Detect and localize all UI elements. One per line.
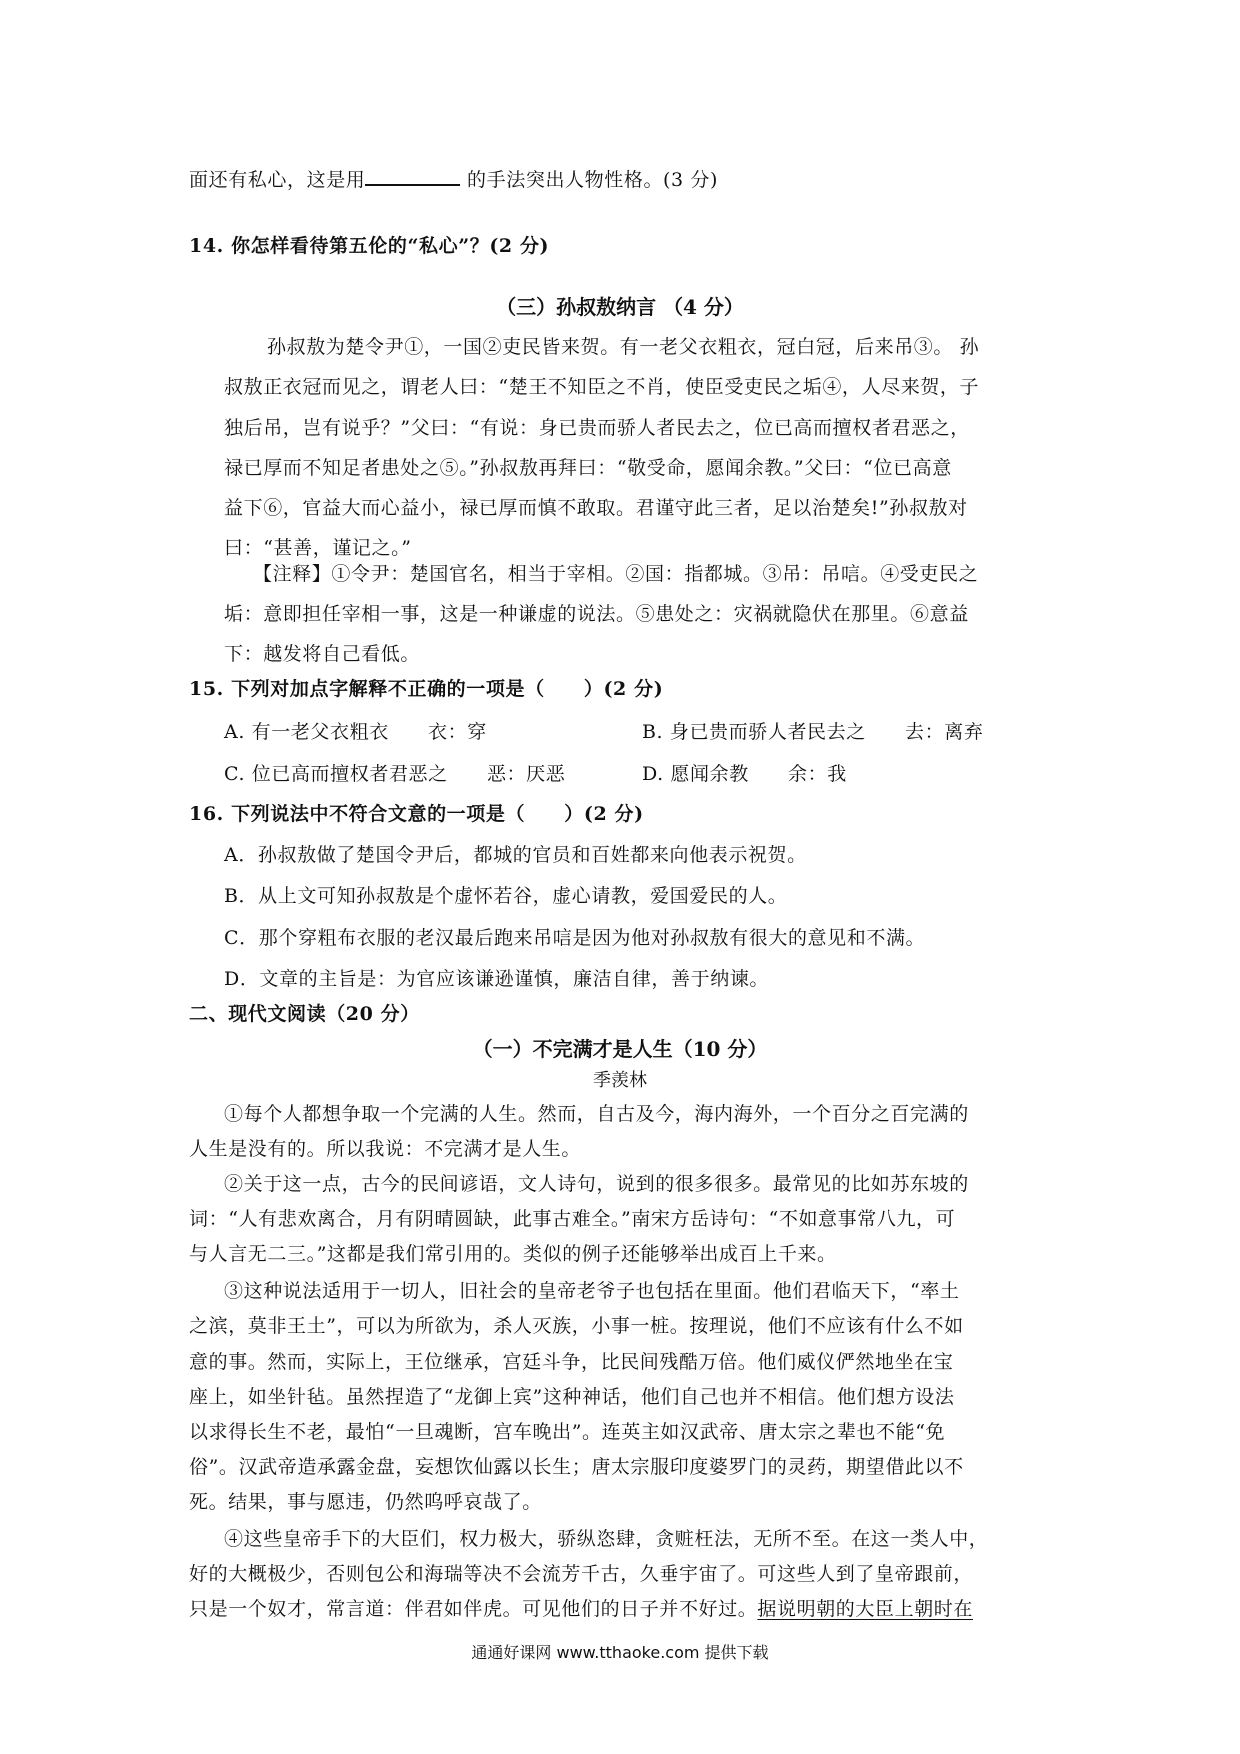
article-line: 好的大概极少，否则包公和海瑞等决不会流芳千古，久垂宇宙了。可这些人到了皇帝跟前， <box>189 1563 974 1585</box>
answer-blank[interactable] <box>365 164 460 186</box>
option-b[interactable]: B．从上文可知孙叔敖是个虚怀若谷，虚心请教，爱国爱民的人。 <box>224 885 788 907</box>
article-line: ②关于这一点，古今的民间谚语，文人诗句，说到的很多很多。最常见的比如苏东坡的 <box>224 1173 969 1195</box>
page-footer: 通通好课网 www.tthaoke.com 提供下载 <box>471 1643 769 1662</box>
article-line: 之滨，莫非王土”，可以为所欲为，杀人灭族，小事一桩。按理说，他们不应该有什么不如 <box>189 1315 964 1337</box>
option-a[interactable]: A．孙叔敖做了楚国令尹后，都城的官员和百姓都来向他表示祝贺。 <box>224 844 807 866</box>
article-line: 座上，如坐针毡。虽然捏造了“龙御上宾”这种神话，他们自己也并不相信。他们想方设法 <box>189 1386 955 1408</box>
option-d[interactable]: D. 愿闻余教 余：我 <box>642 763 847 785</box>
question-14: 14. 你怎样看待第五伦的“私心”？(2 分) <box>189 235 550 257</box>
note-line: 垢：意即担任宰相一事，这是一种谦虚的说法。⑤患处之：灾祸就隐伏在那里。⑥意益 <box>224 603 969 625</box>
article-line: ③这种说法适用于一切人，旧社会的皇帝老爷子也包括在里面。他们君临天下，“率土 <box>224 1280 960 1302</box>
passage-line: 孙叔敖为楚令尹①，一国②吏民皆来贺。有一老父衣粗衣，冠白冠，后来吊③。 孙 <box>267 336 980 358</box>
article-line: 只是一个奴才，常言道：伴君如伴虎。可见他们的日子并不好过。据说明朝的大臣上朝时在 <box>189 1598 974 1620</box>
question-15: 15. 下列对加点字解释不正确的一项是（ ）(2 分) <box>189 678 664 700</box>
passage-line: 益下⑥，官益大而心益小，禄已厚而慎不敢取。君谨守此三者，足以治楚矣!”孙叔敖对 <box>224 497 968 519</box>
note-line: 【注释】①令尹：楚国官名，相当于宰相。②国：指都城。③吊：吊唁。④受吏民之 <box>253 563 979 585</box>
text-line: 面还有私心，这是用 的手法突出人物性格。(3 分) <box>189 164 718 193</box>
article-line: 与人言无二三。”这都是我们常引用的。类似的例子还能够举出成百上千来。 <box>189 1243 837 1265</box>
question-16: 16. 下列说法中不符合文意的一项是（ ）(2 分) <box>189 803 644 825</box>
note-line: 下：越发将自己看低。 <box>224 643 421 665</box>
article-line: 俗”。汉武帝造承露金盘，妄想饮仙露以长生；唐太宗服印度婆罗门的灵药，期望借此以不 <box>189 1456 964 1478</box>
passage-line: 曰：“甚善，谨记之。” <box>224 537 412 559</box>
article-line: 死。结果，事与愿违，仍然呜呼哀哉了。 <box>189 1491 542 1513</box>
article-line: 人生是没有的。所以我说：不完满才是人生。 <box>189 1138 582 1160</box>
article-line: ①每个人都想争取一个完满的人生。然而，自古及今，海内海外，一个百分之百完满的 <box>224 1103 969 1125</box>
option-a[interactable]: A. 有一老父衣粗衣 衣：穿 <box>224 721 487 743</box>
option-c[interactable]: C. 位已高而擅权者君恶之 恶：厌恶 <box>224 763 566 785</box>
underlined-text: 据说明朝的大臣上朝时在 <box>757 1598 974 1620</box>
passage-line: 叔敖正衣冠而见之，谓老人曰：“楚王不知臣之不肖，使臣受吏民之垢④，人尽来贺，子 <box>224 376 980 398</box>
article-line: 词：“人有悲欢离合，月有阴晴圆缺，此事古难全。”南宋方岳诗句：“不如意事常八九，可 <box>189 1208 956 1230</box>
option-b[interactable]: B. 身已贵而骄人者民去之 去：离弃 <box>642 721 984 743</box>
option-d[interactable]: D．文章的主旨是：为官应该谦逊谨慎，廉洁自律，善于纳谏。 <box>224 968 770 990</box>
passage-line: 禄已厚而不知足者患处之⑤。”孙叔敖再拜曰：“敬受命，愿闻余教。”父曰：“位已高意 <box>224 457 952 479</box>
article-line: 意的事。然而，实际上，王位继承，宫廷斗争，比民间残酷万倍。他们威仪俨然地坐在宝 <box>189 1351 954 1373</box>
article-line: 以求得长生不老，最怕“一旦魂断，宫车晚出”。连英主如汉武帝、唐太宗之辈也不能“免 <box>189 1421 946 1443</box>
article-title: （一）不完满才是人生（10 分） <box>472 1037 768 1061</box>
option-c[interactable]: C．那个穿粗布衣服的老汉最后跑来吊唁是因为他对孙叔敖有很大的意见和不满。 <box>224 927 926 949</box>
article-line: ④这些皇帝手下的大臣们，权力极大，骄纵恣肆，贪赃枉法，无所不至。在这一类人中， <box>224 1528 989 1550</box>
section-heading: 二、现代文阅读（20 分） <box>189 1003 420 1025</box>
passage-line: 独后吊，岂有说乎？”父曰：“有说：身已贵而骄人者民去之，位已高而擅权者君恶之， <box>224 417 970 439</box>
article-author: 季羡林 <box>593 1070 647 1091</box>
section-title: （三）孙叔敖纳言 （4 分） <box>496 295 744 319</box>
